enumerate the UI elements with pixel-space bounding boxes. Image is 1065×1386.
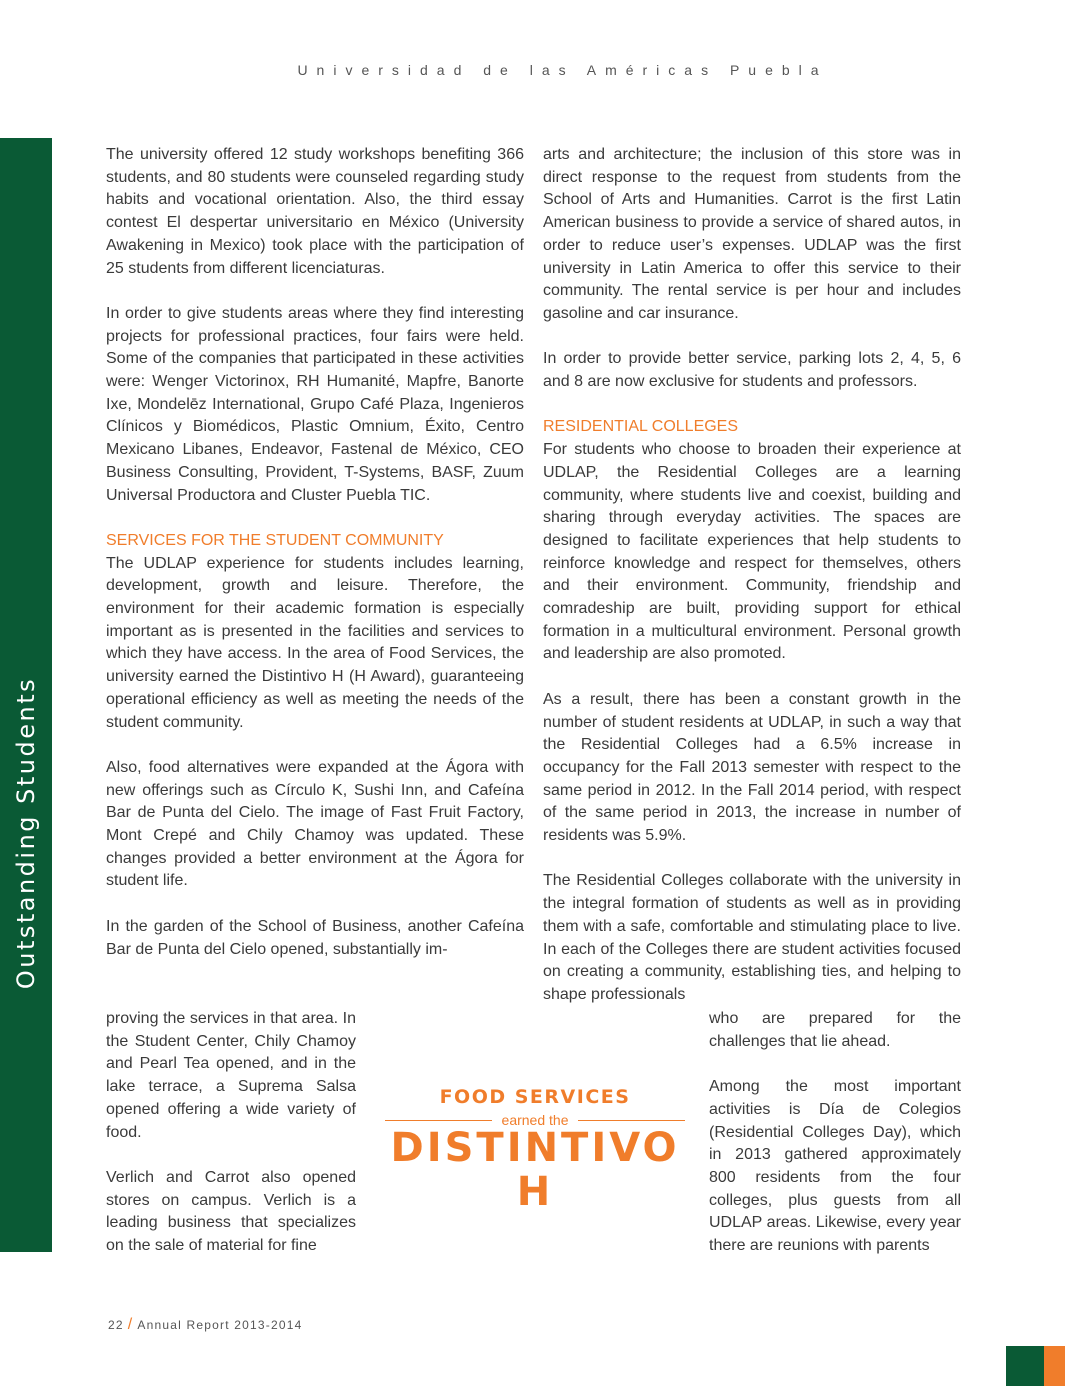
left-column bbox=[106, 144, 524, 961]
pull-quote-title: FOOD SERVICES bbox=[439, 1086, 631, 1108]
paragraph: proving the services in that area. In the Student Center, Chily Chamoy and Pearl Tea opened, and in the lake terrace, a Suprema Salsa opened offering a wide variety of food. bbox=[106, 1010, 356, 1141]
corner-block-orange bbox=[1044, 1346, 1065, 1386]
paragraph: In the garden of the School of Business, another Cafeína Bar de Punta del Cielo opened, substantially im- bbox=[106, 917, 524, 958]
running-header: Universidad de las Américas Puebla bbox=[297, 62, 828, 78]
paragraph: For students who choose to broaden their experience at UDLAP, the Residential Colleges are a learning community, where students live and coexist, building and sharing through everyday activities. The spaces are designed to facilitate experiences that help students to reinforce knowledge and respect for themselves, others and their environment. Community, friendship and comradeship are built, providing support for ethical formation in a multicultural environment. Personal growth and leadership are also promoted. bbox=[543, 441, 961, 663]
divider bbox=[578, 1120, 685, 1121]
pull-quote bbox=[375, 1086, 695, 1214]
left-narrow-column bbox=[106, 1008, 356, 1258]
right-narrow-column bbox=[709, 1008, 961, 1258]
paragraph: Verlich and Carrot also opened stores on campus. Verlich is a leading business that specializes on the sale of material for fine bbox=[106, 1168, 356, 1255]
page-footer bbox=[108, 1316, 302, 1334]
paragraph: arts and architecture; the inclusion of this store was in direct response to the request from students from the School of Arts and Humanities. Carrot is the first Latin American business to provide a service of shared autos, in order to reduce user’s expenses. UDLAP was the first university in Latin America to offer this service to their community. The rental service is per hour and includes gasoline and car insurance. bbox=[543, 146, 961, 322]
paragraph: Among the most important activities is Día de Colegios (Residential Colleges Day), which in 2013 gathered approximately 800 residents from the four colleges, plus guests from all UDLAP areas. Likewise, every year there are reunions with parents bbox=[709, 1078, 961, 1255]
divider bbox=[385, 1120, 492, 1121]
paragraph: As a result, there has been a constant growth in the number of student residents at UDLAP, in such a way that the Residential Colleges had a 6.5% increase in occupancy for the Fall 2013 semester with respect to the same period in 2012. In the Fall 2014 period, with respect of the same period in 2013, the increase in number of residents was 5.9%. bbox=[543, 690, 961, 845]
paragraph: In order to give students areas where they find interesting projects for professional practices, four fairs were held. Some of the companies that participated in these activities were: Wenger Victorinox, RH Humanité, Mapfre, Banorte Ixe, Mondelēz International, Grupo Café Plaza, Ingenieros Clínicos y Biomédicos, Plastic Omnium, Éxito, Centro Mexicano Libanes, Endeavor, Fastenal de México, CEO Business Consulting, Provident, T-Systems, BASF, Zuum Universal Productora and Cluster Puebla TIC. bbox=[106, 304, 524, 504]
paragraph: In order to provide better service, parking lots 2, 4, 5, 6 and 8 are now exclusive for students and professors. bbox=[543, 350, 961, 391]
section-heading-services: SERVICES FOR THE STUDENT COMMUNITY bbox=[106, 531, 444, 549]
section-heading-residential: RESIDENTIAL COLLEGES bbox=[543, 418, 739, 436]
right-column bbox=[543, 144, 961, 1007]
paragraph: The Residential Colleges collaborate with the university in the integral formation of students as well as in providing them with a safe, comfortable and stimulating place to live. In each of the Colleges there are student activities focused on creating a community, establishing ties, and helping to shape professionals bbox=[543, 872, 961, 1003]
report-title: Annual Report 2013-2014 bbox=[137, 1318, 303, 1332]
paragraph: The university offered 12 study workshops benefiting 366 students, and 80 students were counseled regarding study habits and vocational orientation. Also, the third essay contest El despertar universitario en México (University Awakening in Mexico) took place with the participation of 25 students from different licenciaturas. bbox=[106, 146, 524, 277]
paragraph: Also, food alternatives were expanded at the Ágora with new offerings such as Círculo K, Sushi Inn, and Cafeína Bar de Punta del Cielo. The image of Fast Fruit Factory, Mont Crepé and Chily Chamoy was updated. These changes provided a better environment at the Ágora for student life. bbox=[106, 758, 524, 890]
slash-separator: / bbox=[127, 1316, 134, 1333]
pull-quote-headline: DISTINTIVO H bbox=[390, 1125, 680, 1215]
paragraph: The UDLAP experience for students includes learning, development, growth and leisure. Therefore, the environment for their academic formation is especially important as is presented in the facilities and services to which they have access. In the area of Food Services, the university earned the Distintivo H (H Award), guaranteeing operational efficiency as well as meeting the needs of the student community. bbox=[106, 554, 524, 731]
page-number: 22 bbox=[108, 1318, 124, 1332]
paragraph: who are prepared for the challenges that lie ahead. bbox=[709, 1010, 961, 1050]
pull-quote-subtitle: earned the bbox=[501, 1112, 569, 1128]
section-sidebar bbox=[0, 138, 52, 1252]
corner-block-green bbox=[1006, 1346, 1044, 1386]
section-label: Outstanding Students bbox=[12, 676, 40, 990]
